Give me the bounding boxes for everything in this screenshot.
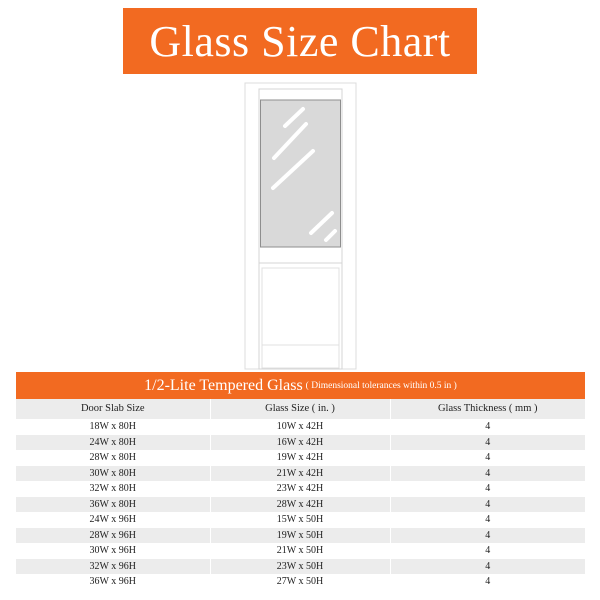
- door-slab-size-cell: 30W x 80H: [16, 466, 210, 482]
- door-slab-size-cell: 28W x 80H: [89, 452, 136, 463]
- glass-size-cell: 19W x 42H: [210, 450, 390, 466]
- door-slab-size-cell: 36W x 96H: [89, 576, 136, 587]
- door-slab-size-cell: 18W x 80H: [89, 421, 136, 432]
- table-row: [16, 435, 585, 451]
- glass-pane: [261, 100, 341, 247]
- glass-size-cell: 10W x 42H: [210, 419, 390, 435]
- door-slab-size-cell: 24W x 96H: [89, 514, 136, 525]
- table-row: [16, 543, 585, 559]
- glass-size-cell: 21W x 42H: [210, 466, 390, 482]
- door-slab-size-cell: 32W x 96H: [16, 559, 210, 575]
- column-header-row: [16, 399, 585, 419]
- table-row: [16, 528, 585, 544]
- glass-size-cell: 15W x 50H: [210, 512, 390, 528]
- page-title: Glass Size Chart: [149, 16, 451, 66]
- door-slab-size-cell: 28W x 96H: [16, 528, 210, 544]
- glass-thickness-cell: 4: [390, 419, 585, 435]
- glass-size-cell: 21W x 50H: [210, 543, 390, 559]
- glass-thickness-cell: 4: [390, 466, 585, 482]
- table-row: [16, 574, 585, 590]
- glass-size-table: [16, 372, 585, 600]
- table-row: [16, 559, 585, 575]
- glass-size-cell: 28W x 42H: [210, 497, 390, 513]
- table-row: [16, 497, 585, 513]
- glass-thickness-cell: 4: [390, 543, 585, 559]
- glass-thickness-cell: 4: [390, 528, 585, 544]
- glass-thickness-cell: 4: [390, 574, 585, 590]
- column-header-glass-size: Glass Size ( in. ): [210, 399, 390, 419]
- door-slab-size-cell: 24W x 80H: [16, 435, 210, 451]
- glass-thickness-cell: 4: [390, 512, 585, 528]
- glass-thickness-cell: 4: [390, 450, 585, 466]
- table-row: [16, 419, 585, 435]
- column-header-glass-thickness: Glass Thickness ( mm ): [390, 399, 585, 419]
- glass-size-cell: 16W x 42H: [210, 435, 390, 451]
- table-heading: [16, 372, 585, 399]
- size-table: [16, 399, 585, 590]
- table-row: [16, 466, 585, 482]
- door-slab-size-cell: 30W x 96H: [89, 545, 136, 556]
- table-row: [16, 450, 585, 466]
- table-row: [16, 512, 585, 528]
- column-header-door-slab-size: Door Slab Size: [16, 399, 210, 419]
- glass-size-cell: 23W x 42H: [210, 481, 390, 497]
- glass-size-cell: 19W x 50H: [210, 528, 390, 544]
- glass-thickness-cell: 4: [390, 435, 585, 451]
- table-heading-text: 1/2-Lite Tempered Glass: [144, 376, 303, 394]
- glass-size-cell: 23W x 50H: [210, 559, 390, 575]
- door-slab-size-cell: 36W x 80H: [16, 497, 210, 513]
- glass-size-cell: 27W x 50H: [210, 574, 390, 590]
- glass-thickness-cell: 4: [390, 481, 585, 497]
- glass-thickness-cell: 4: [390, 497, 585, 513]
- door-slab-size-cell: 32W x 80H: [89, 483, 136, 494]
- table-heading-note: ( Dimensional tolerances within 0.5 in ): [305, 380, 457, 391]
- glass-thickness-cell: 4: [390, 559, 585, 575]
- table-row: [16, 481, 585, 497]
